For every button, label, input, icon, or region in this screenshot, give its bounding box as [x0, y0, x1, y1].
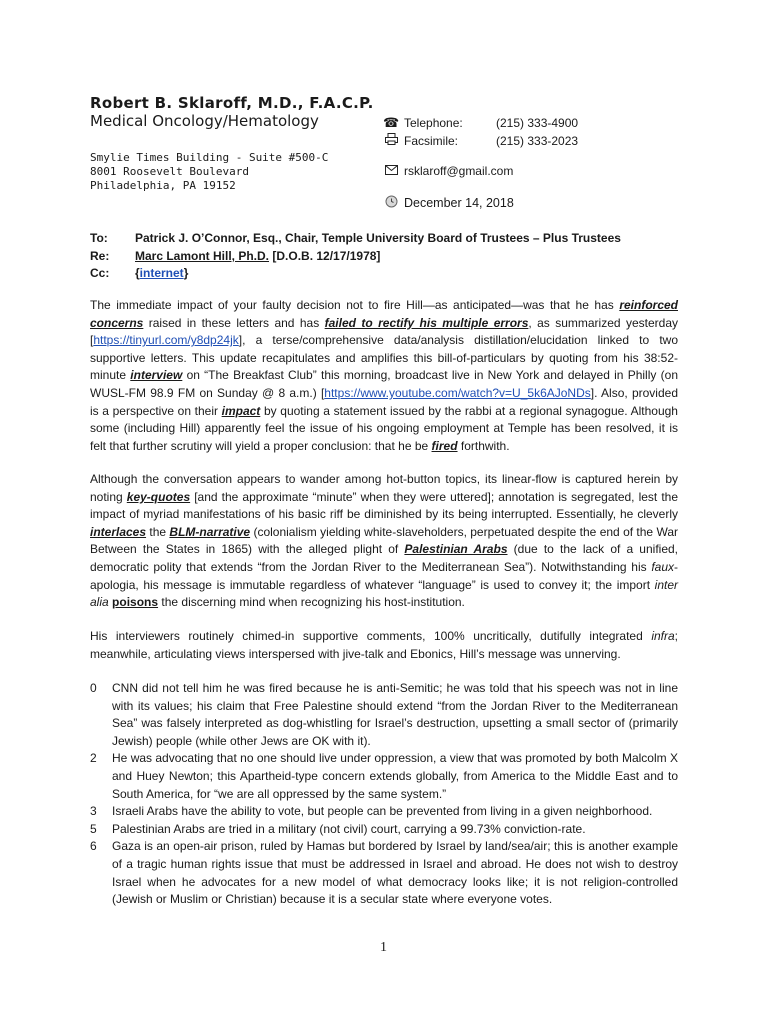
p2-italic: faux [651, 559, 674, 574]
p2-emphasis: poisons [112, 595, 159, 610]
p1-text: ], a terse/comprehensive data/analysis distillation/elucidation linked to two supportive letters. This update recapitulates and amplifies this bill-of-particulars by quoting from his 38:52-minute [90, 333, 678, 383]
fax-number: (215) 333-2023 [496, 133, 579, 148]
letter-date: December 14, 2018 [404, 196, 514, 210]
paragraph-1 [90, 297, 678, 455]
p1-emphasis: interview [130, 368, 183, 383]
item-number: 0 [90, 681, 97, 695]
list-item [90, 838, 678, 908]
list-item [90, 750, 678, 803]
item-text: CNN did not tell him he was fired because he is anti-Semitic; he was told that his speech was not in line with its values; his claim that Free Palestine should extend “from the Jordan River to the Mediterranean Sea” was falsely interpreted as dog-whistling for Israel’s destruction, upsetting a small sector of (primarily Jewish) people (while other Jews are OK with it). [112, 681, 678, 748]
page-number: 1 [380, 940, 387, 955]
address-line-2: 8001 Roosevelt Boulevard [90, 165, 249, 178]
item-number: 2 [90, 751, 97, 766]
item-number: 6 [90, 839, 97, 854]
p2-text: Although the conversation appears to wander among hot-button topics, its linear-flow is captured herein by noting [90, 472, 678, 504]
tinyurl-link[interactable]: https://tinyurl.com/y8dp24jk [93, 333, 239, 348]
email-address: rsklaroff@gmail.com [404, 163, 514, 178]
memo-re [90, 249, 380, 263]
memo-cc-link[interactable]: internet [139, 266, 184, 280]
memo-to-value: Patrick J. O’Connor, Esq., Chair, Temple University Board of Trustees – Plus Trustees [135, 231, 621, 245]
memo-re-name: Marc Lamont Hill, Ph.D. [135, 249, 270, 263]
telephone-label: Telephone: [404, 116, 463, 130]
item-number: 5 [90, 821, 97, 836]
p1-text: raised in these letters and has [143, 315, 325, 330]
youtube-link[interactable]: https://www.youtube.com/watch?v=U_5k6AJoNDs [324, 385, 591, 400]
memo-cc-open: { [135, 266, 140, 280]
email-row [383, 163, 513, 178]
p1-emphasis: reinforced concerns [90, 298, 678, 330]
p1-text: , as summarized yesterday [ [90, 315, 678, 348]
p1-text: The immediate impact of your faulty decision not to fire Hill—as anticipated—was that he has [90, 298, 620, 312]
p2-emphasis: interlaces [90, 524, 147, 539]
date-row [383, 195, 514, 211]
paragraph-2 [90, 471, 678, 612]
memo-cc-close: } [183, 266, 189, 280]
p2-emphasis: BLM-narrative [169, 524, 251, 539]
clock-icon [383, 195, 399, 211]
p1-emphasis: impact [221, 403, 261, 418]
item-text: Palestinian Arabs are tried in a military (not civil) court, carrying a 99.73% conviction-rate. [112, 821, 586, 836]
p1-text: on “The Breakfast Club” this morning, broadcast live in New York and delayed in Philly (on WUSL-FM 98.9 FM on Sunday @ 8 a.m.) [ [90, 368, 678, 400]
memo-to [90, 231, 621, 245]
list-item [90, 821, 678, 839]
memo-cc-label: Cc: [90, 266, 110, 280]
item-text: He was advocating that no one should live under oppression, a view that was promoted by both Malcolm X and Huey Newton; this Apartheid-type concern extends globally, from America to the Middle East and to South America, for “we are all oppressed by the same system.” [112, 751, 678, 801]
p2-text: (due to the lack of a unified, democratic polity that extends “from the Jordan River to the Mediterranean Sea”). Notwithstanding his [90, 542, 679, 574]
memo-re-label: Re: [90, 249, 110, 263]
telephone-number: (215) 333-4900 [496, 116, 579, 130]
p1-text: forthwith. [457, 438, 510, 453]
p2-text: -apologia, his message is immutable regardless of whatever “language” is used to convey it; the import [90, 559, 678, 592]
fax-label: Facsimile: [404, 133, 459, 148]
item-text: Gaza is an open-air prison, ruled by Hamas but bordered by Israel by land/sea/air; this is another example of a tragic human rights issue that must be addressed in Israel and abroad. He does not wish to destroy Israel when he advocates for a new model of what democracy looks like; it is not religion-controlled (Jewish or Muslim or Christian) because it is a secular state where everyone votes. [112, 839, 678, 907]
p2-italic: inter alia [90, 577, 678, 610]
p2-text: the discerning mind when recognizing his host-institution. [158, 595, 465, 610]
address-line-3: Philadelphia, PA 19152 [90, 179, 236, 192]
p3-italic: infra [651, 629, 675, 643]
p1-text: ]. Also, provided is a perspective on their [90, 385, 678, 418]
list-item [90, 680, 678, 750]
p2-emphasis: Palestinian Arabs [404, 542, 508, 557]
p2-text: [and the approximate “minute” when they were uttered]; annotation is segregated, lest the impact of myriad manifestations of his basic riff be diminished by its being interrupted. Essentially, he cleverly [90, 489, 678, 522]
paragraph-3 [90, 628, 678, 663]
p2-text: the [146, 524, 170, 539]
email-icon [383, 163, 399, 178]
quote-list [90, 680, 678, 909]
address-line-1: Smylie Times Building - Suite #500-C [90, 151, 329, 164]
telephone-icon: ☎ [383, 115, 400, 130]
p1-emphasis: failed to rectify his multiple errors [324, 315, 529, 330]
p2-text: (colonialism yielding white-slaveholders, perpetuated despite the end of the War Between the States in 1865) with the alleged plight of [90, 524, 678, 557]
fax-row [383, 133, 578, 148]
memo-cc [90, 266, 188, 280]
author-name: Robert B. Sklaroff, M.D., F.A.C.P. [90, 94, 374, 112]
p3-text: His interviewers routinely chimed-in supportive comments, 100% uncritically, dutifully integrated [90, 629, 652, 643]
item-number: 3 [90, 804, 97, 819]
memo-to-label: To: [90, 231, 108, 245]
p1-text: by quoting a statement issued by the rabbi at a regional synagogue. Although some (including Hill) apparently feel the issue of his ongoing employment at Temple has been resolved, it is felt that further scrutiny will yield a proper conclusion: that he be [90, 403, 678, 453]
p2-emphasis: key-quotes [126, 489, 191, 504]
fax-icon [383, 133, 399, 148]
item-text: Israeli Arabs have the ability to vote, but people can be prevented from living in a given neighborhood. [112, 804, 653, 819]
telephone-row [383, 115, 578, 131]
author-specialty: Medical Oncology/Hematology [90, 112, 319, 130]
memo-re-dob: [D.O.B. 12/17/1978] [272, 249, 381, 263]
list-item [90, 803, 678, 821]
p3-text: ; meanwhile, articulating views interspersed with jive-talk and Ebonics, Hill’s message was unnerving. [90, 629, 678, 661]
p1-emphasis: fired [431, 438, 458, 453]
